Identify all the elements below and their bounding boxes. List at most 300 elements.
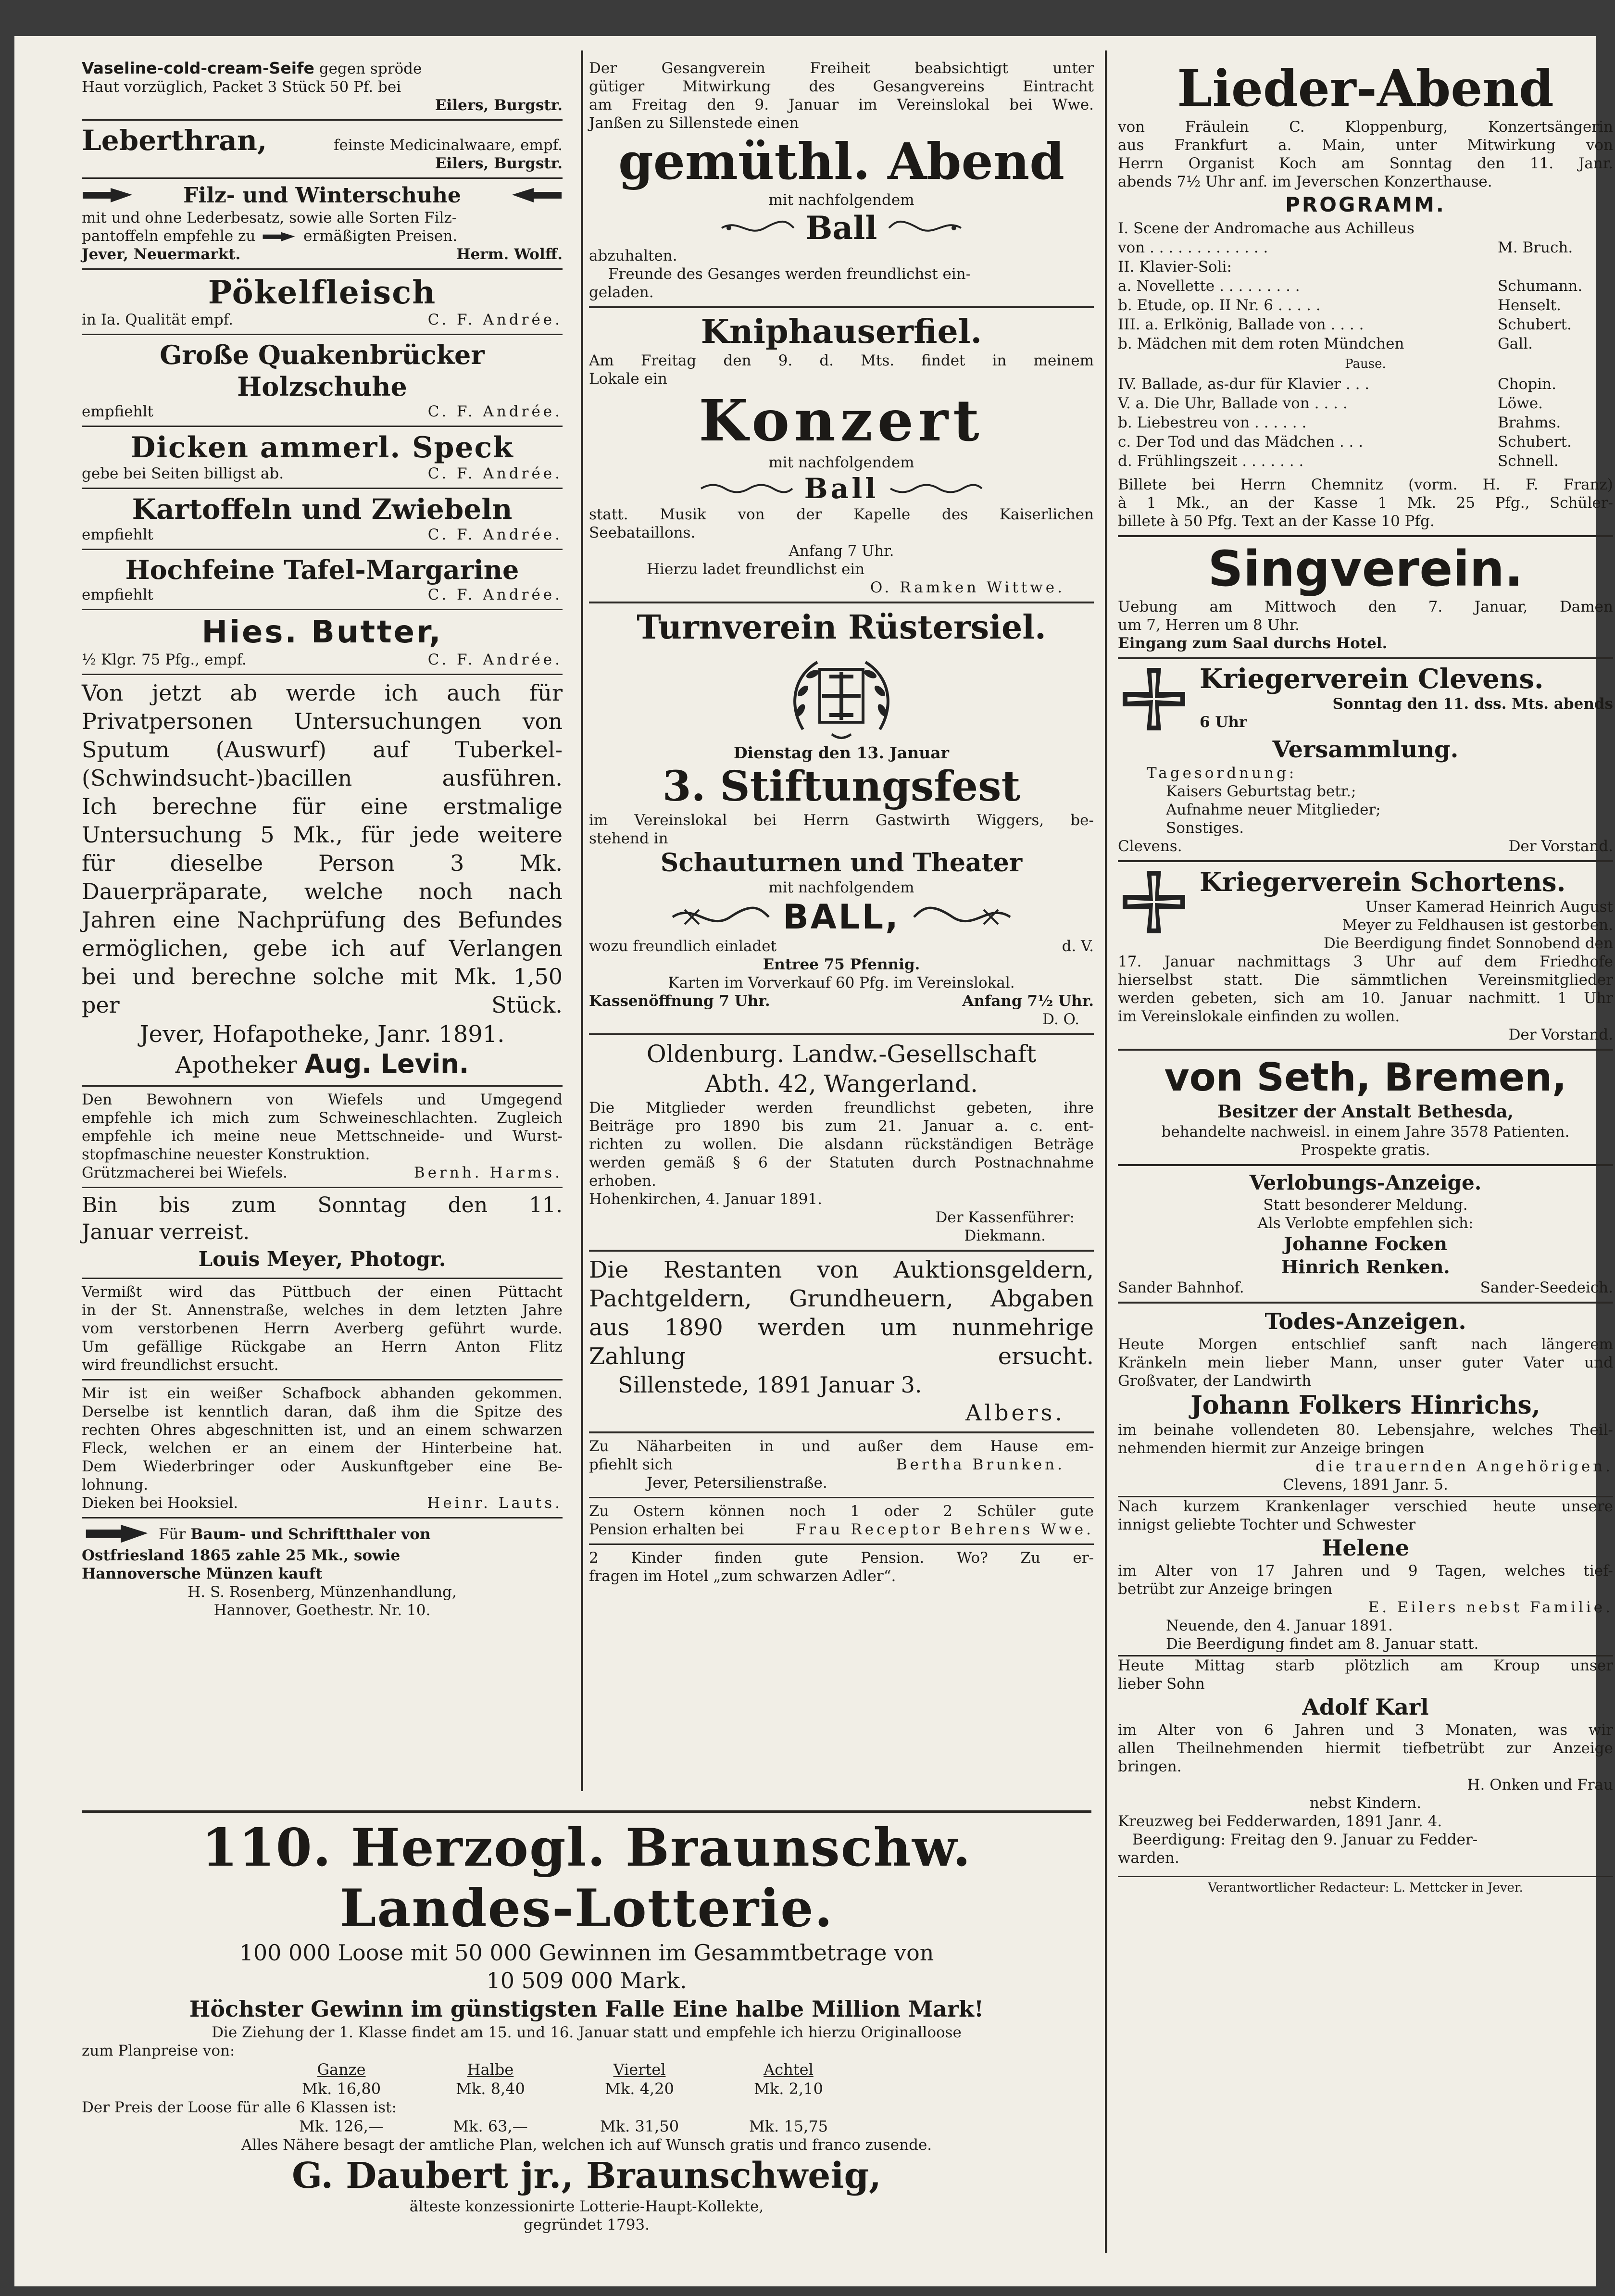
ad-title: Kriegerverein Schortens. <box>1200 866 1566 897</box>
program-piece: b. Mädchen mit dem roten Mündchen <box>1118 335 1404 352</box>
text-line: per Stück. <box>82 992 563 1018</box>
text-line: Ich berechne für eine erstmalige <box>82 793 563 819</box>
ad-name: Adolf Karl <box>1302 1694 1429 1720</box>
ad-muenzen <box>82 1518 563 1624</box>
text-line: rechten Ohres abgeschnitten ist, und an einem schwarzen <box>82 1421 563 1439</box>
ad-holzschuhe <box>82 335 563 427</box>
ad-body <box>589 1099 1094 1190</box>
lottery-text: 10 509 000 Mark. <box>486 1968 687 1994</box>
price-cell: Mk. 31,50 <box>600 2117 679 2135</box>
ad-sig-prefix: Apotheker <box>175 1052 298 1079</box>
text-line: Dem Wiederbringer oder Auskunftgeber eine Be- <box>82 1458 563 1475</box>
pointing-hand-icon <box>82 186 135 205</box>
ad-ball: Ball <box>804 472 879 505</box>
text-line: Sonstiges. <box>1166 819 1244 837</box>
program-piece: IV. Ballade, as-dur für Klavier . . . <box>1118 376 1370 393</box>
lottery-text: älteste konzessionirte Lotterie-Haupt-Kollekte, <box>409 2198 764 2215</box>
price-header: Viertel <box>613 2060 666 2079</box>
ad-role: Der Kassenführer: <box>935 1209 1075 1226</box>
program-composer: M. Bruch. <box>1498 239 1573 256</box>
pointing-hand-icon <box>82 1522 154 1546</box>
ad-title: Hochfeine Tafel-Margarine <box>125 554 519 585</box>
ad-program: Schauturnen und Theater <box>660 848 1023 878</box>
ad-body <box>1118 1335 1613 1390</box>
ad-text: geladen. <box>589 284 654 301</box>
lottery-title: 110. Herzogl. Braunschw. Landes-Lotterie. <box>201 1818 972 1939</box>
ad-text: Seebataillons. <box>589 524 696 541</box>
ad-signature: Der Vorstand. <box>1508 838 1613 855</box>
ad-text: mit und ohne Lederbesatz, sowie alle Sorten Filz- <box>82 209 457 226</box>
text-line: bei und berechne solche mit Mk. 1,50 <box>82 964 563 990</box>
text-line: stopfmaschine neuester Konstruktion. <box>82 1146 370 1163</box>
ad-text: Die Beerdigung findet am 8. Januar statt. <box>1118 1635 1613 1656</box>
ad-text: Anfang 7½ Uhr. <box>962 992 1094 1010</box>
ad-vaseline <box>82 55 563 121</box>
lottery-text: zum Planpreise von: <box>82 2042 235 2059</box>
program-composer: Henselt. <box>1498 297 1561 314</box>
text-line: Kränkeln mein lieber Mann, unser guter Vater und <box>1118 1354 1613 1371</box>
ad-text: Baum- und Schriftthaler von <box>190 1526 431 1543</box>
ad-kartoffeln <box>82 489 563 550</box>
ad-text: Kassenöffnung 7 Uhr. <box>589 992 770 1010</box>
ad-poekelfleisch <box>82 270 563 335</box>
flourish-ornament <box>719 218 796 238</box>
text-line: werden gebeten, sich am 10. Januar nachmitt. 1 Uhr <box>1118 990 1613 1007</box>
ad-signature: Aug. Levin. <box>304 1049 469 1079</box>
ad-leberthran <box>82 121 563 179</box>
ad-title: Dicken ammerl. Speck <box>130 431 514 464</box>
ad-body <box>1118 1421 1613 1457</box>
newspaper-page <box>14 36 1613 2286</box>
ad-text: Hannover, Goethestr. Nr. 10. <box>213 1602 431 1619</box>
text-line: Von jetzt ab werde ich auch für <box>82 680 563 706</box>
text-line: Zahlung ersucht. <box>589 1343 1094 1370</box>
text-line: von Fräulein C. Kloppenburg, Konzertsängerin <box>1118 118 1613 136</box>
ad-signature: nebst Kindern. <box>1309 1794 1422 1812</box>
program-composer: Chopin. <box>1498 376 1556 393</box>
ad-text: Als Verlobte empfehlen sich: <box>1257 1215 1474 1232</box>
lottery-text: gegründet 1793. <box>523 2216 650 2233</box>
ad-lieder-abend <box>1118 55 1613 537</box>
program-item <box>1118 394 1613 413</box>
ad-text: Zu Ostern können noch 1 oder 2 Schüler gute <box>589 1503 1094 1520</box>
price-cell: Mk. 2,10 <box>754 2080 823 2098</box>
ad-seller: C. F. Andrée. <box>427 465 563 482</box>
flourish-ornament <box>912 900 1013 934</box>
text-line: erhoben. <box>589 1172 656 1190</box>
program-piece: d. Frühlingszeit . . . . . . . <box>1118 452 1304 470</box>
text-line: Jahren eine Nachprüfung des Befundes <box>82 907 563 933</box>
text-line: (Schwindsucht-)bacillen ausführen. <box>82 765 563 791</box>
text-line: betrübt zur Anzeige bringen <box>1118 1581 1333 1598</box>
ad-body <box>1118 1497 1613 1534</box>
text-line: Großvater, der Landwirth <box>1118 1372 1312 1390</box>
ad-body <box>1118 1656 1613 1693</box>
text-line: Derselbe ist kenntlich daran, daß ihm die Spitze des <box>82 1403 563 1420</box>
program-piece: a. Novellette . . . . . . . . . <box>1118 277 1300 295</box>
text-line: Unser Kamerad Heinrich August <box>1365 898 1613 916</box>
text-line: richten zu wollen. Die alsdann rückständigen Beträge <box>589 1136 1094 1153</box>
text-line: vom verstorbenen Herrn Averberg geführt wurde. <box>82 1320 563 1337</box>
price-header: Achtel <box>764 2060 814 2079</box>
ad-gesangverein-freiheit <box>589 55 1094 308</box>
ad-lottery <box>82 1810 1091 2234</box>
text-line: hierselbst statt. Die sämmtlichen Vereinsmitglieder <box>1118 971 1613 989</box>
ad-signature: D. O. <box>1042 1011 1079 1028</box>
ad-text: gegen spröde <box>319 60 422 77</box>
ad-title: Pökelfleisch <box>208 274 437 311</box>
price-header: Ganze <box>317 2060 366 2079</box>
program-piece: V. a. Die Uhr, Ballade von . . . . <box>1118 395 1348 412</box>
price-table <box>120 2117 1091 2136</box>
text-line: Meyer zu Feldhausen ist gestorben. <box>1342 916 1613 934</box>
ad-title: Leberthran, <box>82 124 267 157</box>
ad-margarine <box>82 550 563 610</box>
ad-restanten <box>589 1252 1094 1433</box>
ad-seller: C. F. Andrée. <box>427 651 563 668</box>
ad-text: d. V. <box>1062 938 1094 955</box>
text-line: Aufnahme neuer Mitglieder; <box>1166 801 1381 818</box>
lottery-text: Alles Nähere besagt der amtliche Plan, welchen ich auf Wunsch gratis und franco zusende. <box>241 2136 932 2154</box>
column-rule <box>1105 50 1107 2253</box>
ad-place: Neuende, den 4. Januar 1891. <box>1166 1617 1393 1634</box>
ad-name: Helene <box>1321 1535 1410 1561</box>
text-line: Der Gesangverein Freiheit beabsichtigt unter <box>589 60 1094 77</box>
ad-seller: Bernh. Harms. <box>413 1164 563 1181</box>
ad-text: behandelte nachweisl. in einem Jahre 3578 Patienten. <box>1161 1123 1570 1141</box>
price-table <box>120 2060 1091 2098</box>
ad-text: stehend in <box>589 830 668 847</box>
ad-signature: O. Ramken Wittwe. <box>870 579 1065 596</box>
ad-text: Uebung am Mittwoch den 7. Januar, Damen <box>1118 598 1613 615</box>
ad-signature: Albers. <box>965 1400 1065 1426</box>
text-line: lohnung. <box>82 1476 149 1493</box>
text-line: à 1 Mk., an der Kasse 1 Mk. 25 Pfg., Schüler- <box>1118 494 1613 512</box>
text-line: Herrn Organist Koch am Sonntag den 11. Janr. <box>1118 155 1613 172</box>
ad-text: empfiehlt <box>82 526 153 543</box>
program-piece: II. Klavier-Soli: <box>1118 258 1232 276</box>
text-line: im Alter von 6 Jahren und 3 Monaten, was wir <box>1118 1721 1613 1739</box>
ad-body <box>82 1384 563 1494</box>
text-line: innigst geliebte Tochter und Schwester <box>1118 1516 1416 1533</box>
ad-text: ½ Klgr. 75 Pfg., empf. <box>82 651 247 668</box>
flourish-ornament <box>699 480 795 497</box>
ad-signature: Der Vorstand. <box>1508 1026 1613 1043</box>
editor-note: Verantwortlicher Redacteur: L. Mettcker in Jever. <box>1118 1876 1613 1895</box>
text-line: Billete bei Herrn Chemnitz (vorm. H. F. Franz) <box>1118 476 1613 493</box>
ad-text: empfiehlt <box>82 586 153 603</box>
pointing-hand-icon <box>510 186 563 205</box>
ad-text: empfiehlt <box>82 403 153 420</box>
ad-text: Statt besonderer Meldung. <box>1263 1196 1468 1214</box>
ad-text: Bin bis zum Sonntag den 11. <box>82 1193 563 1217</box>
ad-text: um 7, Herren um 8 Uhr. <box>1118 616 1300 634</box>
ad-name: Hinrich Renken. <box>1281 1256 1450 1278</box>
program-piece: III. a. Erlkönig, Ballade von . . . . <box>1118 316 1364 333</box>
program-piece: b. Liebestreu von . . . . . . <box>1118 414 1307 431</box>
ad-place: Sillenstede, 1891 Januar 3. <box>618 1372 922 1398</box>
program-item <box>1118 452 1613 471</box>
ad-signature: E. Eilers nebst Familie. <box>1368 1599 1613 1616</box>
text-line: aus Frankfurt a. Main, unter Mitwirkung von <box>1118 137 1613 154</box>
program-item <box>1118 334 1613 353</box>
price-cell: Mk. 4,20 <box>605 2080 674 2098</box>
program-composer <box>1498 219 1613 238</box>
ad-turnverein <box>589 603 1094 1035</box>
ad-title: Turnverein Rüstersiel. <box>637 608 1046 647</box>
ad-text: Hierzu ladet freundlichst ein <box>647 561 865 578</box>
text-line: Heute Mittag starb plötzlich am Kroup unser <box>1118 1657 1613 1674</box>
ad-seller: Heinr. Lauts. <box>427 1494 563 1512</box>
text-line: Beiträge pro 1890 bis zum 21. Januar a. c. ent- <box>589 1117 1094 1135</box>
text-line: Untersuchung 5 Mk., für jede weitere <box>82 822 563 848</box>
ad-text: Hannoversche Münzen kauft <box>82 1565 323 1582</box>
text-line: bringen. <box>1118 1758 1182 1775</box>
program-item <box>1118 238 1613 257</box>
price-cell: Mk. 16,80 <box>301 2080 381 2098</box>
ad-text: warden. <box>1118 1849 1179 1867</box>
ad-text: abzuhalten. <box>589 247 677 264</box>
ad-schafbock <box>82 1380 563 1518</box>
ad-text: Beerdigung: Freitag den 9. Januar zu Fedder- <box>1132 1831 1478 1848</box>
ad-signature: Louis Meyer, Photogr. <box>198 1247 446 1271</box>
ad-place: Clevens, 1891 Janr. 5. <box>1118 1476 1613 1497</box>
ad-entree: Entree 75 Pfennig. <box>763 956 920 973</box>
text-line: empfehle ich meine neue Mettschneide- und Wurst- <box>82 1128 563 1145</box>
program-item <box>1118 276 1613 296</box>
text-line: im Vereinslokale einfinden zu wollen. <box>1118 1008 1400 1025</box>
program-piece: b. Etude, op. II Nr. 6 . . . . . <box>1118 297 1321 314</box>
ad-text: mit nachfolgendem <box>768 879 914 896</box>
column-rule <box>581 50 583 1791</box>
ad-text: Anfang 7 Uhr. <box>789 542 894 560</box>
ad-text: Januar verreist. <box>82 1220 250 1244</box>
ad-verreist <box>82 1188 563 1279</box>
ad-place: Hohenkirchen, 4. Januar 1891. <box>589 1191 823 1208</box>
ad-name: Johann Folkers Hinrichs, <box>1190 1391 1540 1420</box>
program-composer: Löwe. <box>1498 395 1543 412</box>
text-line: in der St. Annenstraße, welches in dem letzten Jahre <box>82 1302 563 1319</box>
text-line: Die Mitglieder werden freundlichst gebeten, ihre <box>589 1099 1094 1117</box>
text-line: Die Restanten von Auktionsgeldern, <box>589 1256 1094 1283</box>
program-piece: c. Der Tod und das Mädchen . . . <box>1118 433 1364 451</box>
ad-place: Sander-Seedeich. <box>1480 1279 1613 1296</box>
ad-place: Jever, Petersilienstraße. <box>647 1474 827 1492</box>
ad-konzert: Konzert <box>699 387 984 454</box>
ad-text: Ostfriesland 1865 zahle 25 Mk., sowie <box>82 1547 401 1564</box>
lottery-text: 100 000 Loose mit 50 000 Gewinnen im Gesammtbetrage von <box>239 1940 934 1966</box>
program-item <box>1118 375 1613 394</box>
text-line: aus 1890 werden um nunmehrige <box>589 1314 1094 1341</box>
program-composer: Schubert. <box>1498 433 1572 451</box>
ad-body <box>1118 953 1613 1026</box>
text-line: allen Theilnehmenden hiermit tiefbetrübt zur Anzeige <box>1118 1740 1613 1757</box>
program-heading: PROGRAMM. <box>1285 193 1446 216</box>
program-piece: I. Scene der Andromache aus Achilleus <box>1118 220 1415 237</box>
turner-emblem <box>784 648 899 744</box>
ad-title: Kriegerverein Clevens. <box>1200 663 1544 695</box>
text-line: im beinahe vollendeten 80. Lebensjahre, welches Theil- <box>1118 1421 1613 1439</box>
text-line: Pachtgeldern, Grundheuern, Abgaben <box>589 1285 1094 1312</box>
ad-apotheke <box>82 675 563 1087</box>
text-line: Dauerpräparate, welche noch nach <box>82 878 563 904</box>
text-line: ermöglichen, gebe ich auf Verlangen <box>82 935 563 961</box>
text-line: für dieselbe Person 3 Mk. <box>82 850 563 876</box>
price-cell: Mk. 126,— <box>299 2117 384 2135</box>
ad-text: ermäßigten Preisen. <box>303 227 458 245</box>
text-line: Kaisers Geburtstag betr.; <box>1166 783 1356 800</box>
program-item <box>1118 413 1613 432</box>
text-line: wird freundlichst ersucht. <box>82 1356 279 1374</box>
ad-heading: Tagesordnung: <box>1147 765 1297 782</box>
program-composer: Gall. <box>1498 335 1533 352</box>
ad-speck <box>82 427 563 489</box>
ad-text: mit nachfolgendem <box>768 191 914 209</box>
ad-place: Clevens. <box>1118 838 1182 855</box>
text-line: billete à 50 Pfg. Text an der Kasse 10 Pfg. <box>1118 513 1435 530</box>
ad-text: fragen im Hotel „zum schwarzen Adler“. <box>589 1568 896 1585</box>
ad-text: Lokale ein <box>589 370 667 388</box>
iron-cross-icon <box>1118 866 1190 938</box>
ad-fest: 3. Stiftungsfest <box>662 762 1021 811</box>
lottery-firm: G. Daubert jr., Braunschweig, <box>291 2155 882 2196</box>
program-composer: Brahms. <box>1498 414 1561 431</box>
ad-kriegerverein-schortens <box>1118 862 1613 1051</box>
ad-name: Johanne Focken <box>1284 1233 1447 1255</box>
text-line: werden gemäß § 6 der Statuten durch Postnachnahme <box>589 1154 1094 1171</box>
ad-seller: Herm. Wolff. <box>456 246 563 263</box>
ad-seller: C. F. Andrée. <box>427 311 563 328</box>
program-item <box>1118 219 1613 238</box>
ad-landw-gesellschaft <box>589 1035 1094 1252</box>
lottery-text: Die Ziehung der 1. Klasse findet am 15. und 16. Januar statt und empfehle ich hierzu Originalloose <box>212 2024 962 2041</box>
ad-text: mit nachfolgendem <box>768 454 914 471</box>
price-cell: Mk. 15,75 <box>749 2117 828 2135</box>
column-2 <box>589 55 1094 1590</box>
ad-title: Abth. 42, Wangerland. <box>704 1070 978 1098</box>
program-item <box>1118 432 1613 452</box>
ad-text: wozu freundlich einladet <box>589 938 777 955</box>
ad-place: Grützmacherei bei Wiefels. <box>82 1164 288 1181</box>
flourish-ornament <box>888 480 984 497</box>
program-item <box>1118 257 1613 276</box>
ad-seller: Eilers, Burgstr. <box>435 97 563 114</box>
ad-body <box>589 59 1094 132</box>
text-line: Heute Morgen entschlief sanft nach längerem <box>1118 1336 1613 1353</box>
price-cell: Mk. 63,— <box>453 2117 528 2135</box>
ad-butter <box>82 610 563 675</box>
ad-schueler <box>589 1498 1094 1545</box>
text-line: lieber Sohn <box>1118 1675 1205 1693</box>
ad-puettbuch <box>82 1279 563 1380</box>
ad-title: Filz- und Winterschuhe <box>183 183 461 208</box>
ad-body <box>1118 1562 1613 1598</box>
ad-text: Freunde des Gesanges werden freundlichst ein- <box>608 265 971 283</box>
ad-text: pfiehlt sich <box>589 1456 673 1473</box>
lottery-highlight: Höchster Gewinn im günstigsten Falle Eine halbe Million Mark! <box>189 1996 984 2022</box>
ad-title: Oldenburg. Landw.-Gesellschaft <box>646 1040 1037 1068</box>
ad-seller: C. F. Andrée. <box>427 403 563 420</box>
program-list <box>1118 219 1613 353</box>
ad-seller: Frau Receptor Behrens Wwe. <box>795 1521 1094 1538</box>
ad-kriegerverein-clevens <box>1118 659 1613 862</box>
ad-signature: die trauernden Angehörigen. <box>1315 1458 1613 1475</box>
ad-seller: Eilers, Burgstr. <box>435 155 563 172</box>
ad-text: Sonntag den 11. dss. Mts. abends <box>1332 695 1613 713</box>
ad-place: Dieken bei Hooksiel. <box>82 1494 238 1512</box>
iron-cross-icon <box>1118 663 1190 735</box>
text-line: nehmenden hiermit zur Anzeige bringen <box>1118 1440 1425 1457</box>
ad-naeharbeiten <box>589 1433 1094 1498</box>
ad-title: von Seth, Bremen, <box>1164 1055 1567 1100</box>
flourish-ornament <box>670 900 771 934</box>
ad-body <box>1200 898 1613 953</box>
price-header: Halbe <box>467 2060 514 2079</box>
ad-verlobung <box>1118 1166 1613 1304</box>
lottery-text: Der Preis der Loose für alle 6 Klassen ist: <box>82 2099 397 2116</box>
text-line: Die Beerdigung findet Sonnobend den <box>1323 935 1613 952</box>
text-line: am Freitag den 9. Januar im Vereinslokal bei Wwe. <box>589 96 1094 113</box>
ad-body <box>1118 118 1613 191</box>
ad-ball: Ball <box>805 209 877 247</box>
ad-title: Singverein. <box>1208 540 1523 598</box>
ad-body <box>1118 476 1613 530</box>
ad-signature: H. Onken und Frau <box>1467 1776 1613 1794</box>
ad-text: Haut vorzüglich, Packet 3 Stück 50 Pf. bei <box>82 78 401 96</box>
ad-text: statt. Musik von der Kapelle des Kaiserlichen <box>589 506 1094 523</box>
ad-schweineschlachten <box>82 1087 563 1188</box>
program-composer: Schumann. <box>1498 277 1583 295</box>
ad-kinder-pension <box>589 1545 1094 1590</box>
ad-body <box>82 679 563 1019</box>
ad-body <box>1118 1721 1613 1776</box>
ad-signature: Diekmann. <box>964 1227 1046 1244</box>
ad-text: Besitzer der Anstalt Bethesda, <box>1217 1102 1514 1122</box>
text-line: Privatpersonen Untersuchungen von <box>82 708 563 734</box>
ad-text: in Ia. Qualität empf. <box>82 311 233 328</box>
text-line: im Alter von 17 Jahren und 9 Tagen, welches tief- <box>1118 1562 1613 1580</box>
ad-von-seth <box>1118 1051 1613 1166</box>
text-line: empfehle ich mich zum Schweineschlachten. Zugleich <box>82 1109 563 1127</box>
text-line: Mir ist ein weißer Schafbock abhanden gekommen. <box>82 1385 563 1402</box>
ad-text: Zu Näharbeiten in und außer dem Hause em- <box>589 1438 1094 1455</box>
text-line: Janßen zu Sillenstede einen <box>589 114 799 132</box>
ad-place: Kreuzweg bei Fedderwarden, 1891 Janr. 4. <box>1118 1813 1442 1830</box>
program-list <box>1118 375 1613 471</box>
ad-body <box>82 1283 563 1374</box>
column-3 <box>1118 55 1613 1895</box>
ad-text: pantoffeln empfehle zu <box>82 227 256 245</box>
ad-title: Verlobungs-Anzeige. <box>1249 1171 1482 1194</box>
ad-place: Sander Bahnhof. <box>1118 1279 1244 1296</box>
ad-seller: Bertha Brunken. <box>896 1456 1065 1473</box>
ad-title: gemüthl. Abend <box>618 132 1065 191</box>
ad-text: 2 Kinder finden gute Pension. Wo? Zu er- <box>589 1549 1094 1567</box>
ad-place: Jever, Neuermarkt. <box>82 246 241 263</box>
ad-todes-anzeigen <box>1118 1304 1613 1872</box>
ad-place: Jever, Hofapotheke, Janr. 1891. <box>139 1021 505 1048</box>
ad-text: gebe bei Seiten billigst ab. <box>82 465 284 482</box>
agenda-list <box>1118 782 1613 837</box>
ad-seller: C. F. Andrée. <box>427 526 563 543</box>
ad-seller: C. F. Andrée. <box>427 586 563 603</box>
pointing-hand-icon <box>260 231 299 243</box>
ad-text: H. S. Rosenberg, Münzenhandlung, <box>188 1583 457 1601</box>
ad-title: Kniphauserfiel. <box>701 313 982 351</box>
program-item <box>1118 315 1613 334</box>
text-line: gütiger Mitwirkung des Gesangvereins Eintracht <box>589 78 1094 95</box>
ad-winterschuhe <box>82 179 563 270</box>
